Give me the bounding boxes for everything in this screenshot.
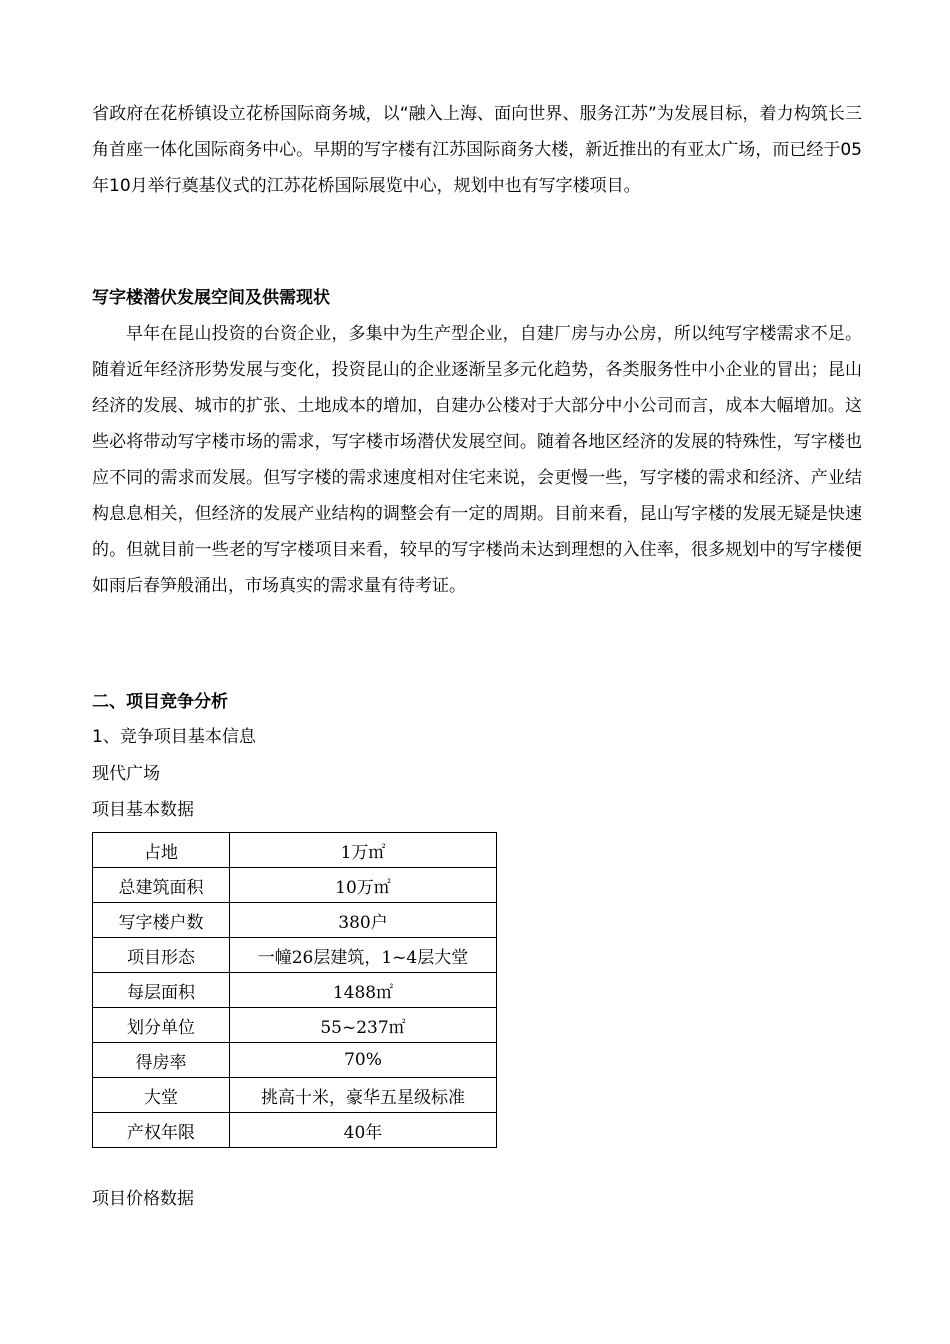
table-key-cell: 占地 [93, 833, 230, 868]
table-row [93, 868, 497, 903]
table-value-cell: 55~237㎡ [230, 1008, 497, 1043]
section-heading-potential: 写字楼潜伏发展空间及供需现状 [92, 288, 330, 308]
table-key-cell: 总建筑面积 [93, 868, 230, 903]
table-key-cell: 项目形态 [93, 938, 230, 973]
table-value-cell: 挑高十米，豪华五星级标准 [230, 1078, 497, 1113]
table-key-cell: 每层面积 [93, 973, 230, 1008]
table-row [93, 833, 497, 868]
potential-paragraph: 早年在昆山投资的台资企业，多集中为生产型企业，自建厂房与办公房，所以纯写字楼需求不足。随着近年经济形势发展与变化，投资昆山的企业逐渐呈多元化趋势，各类服务性中小企业的冒出；昆山经济的发展、城市的扩张、土地成本的增加，自建办公楼对于大部分中小公司而言，成本大幅增加。这些必将带动写字楼市场的需求，写字楼市场潜伏发展空间。随着各地区经济的发展的特殊性，写字楼也应不同的需求而发展。但写字楼的需求速度相对住宅来说，会更慢一些，写字楼的需求和经济、产业结构息息相关，但经济的发展产业结构的调整会有一定的周期。目前来看，昆山写字楼的发展无疑是快速的。但就目前一些老的写字楼项目来看，较早的写字楼尚未达到理想的入住率，很多规划中的写字楼便如雨后春笋般涌出，市场真实的需求量有待考证。 [92, 324, 862, 596]
table-value-cell: 一幢26层建筑，1~4层大堂 [230, 938, 497, 973]
table-row [93, 1078, 497, 1113]
project-basic-data-table [92, 832, 497, 1148]
table-value-cell: 380户 [230, 903, 497, 938]
table-row [93, 1008, 497, 1043]
basic-data-label: 项目基本数据 [92, 800, 194, 820]
table-row [93, 973, 497, 1008]
table-row [93, 938, 497, 973]
table-key-cell: 得房率 [93, 1043, 230, 1078]
project-name: 现代广场 [92, 764, 160, 784]
table-key-cell: 产权年限 [93, 1113, 230, 1148]
table-key-cell: 划分单位 [93, 1008, 230, 1043]
intro-paragraph: 省政府在花桥镇设立花桥国际商务城，以“融入上海、面向世界、服务江苏”为发展目标，着力构筑长三角首座一体化国际商务中心。早期的写字楼有江苏国际商务大楼，新近推出的有亚太广场，而已经于05年10月举行奠基仪式的江苏花桥国际展览中心，规划中也有写字楼项目。 [92, 104, 862, 196]
price-data-label: 项目价格数据 [92, 1189, 194, 1209]
table-value-cell: 40年 [230, 1113, 497, 1148]
table-row [93, 1113, 497, 1148]
table-key-cell: 写字楼户数 [93, 903, 230, 938]
table-value-cell: 10万㎡ [230, 868, 497, 903]
table-row [93, 903, 497, 938]
subheading-basic-info: 1、竞争项目基本信息 [92, 727, 256, 747]
table-row [93, 1043, 497, 1078]
table-value-cell: 1万㎡ [230, 833, 497, 868]
table-key-cell: 大堂 [93, 1078, 230, 1113]
table-value-cell: 1488㎡ [230, 973, 497, 1008]
section-heading-competition: 二、项目竞争分析 [92, 692, 228, 712]
table-value-cell: 70% [230, 1043, 497, 1078]
